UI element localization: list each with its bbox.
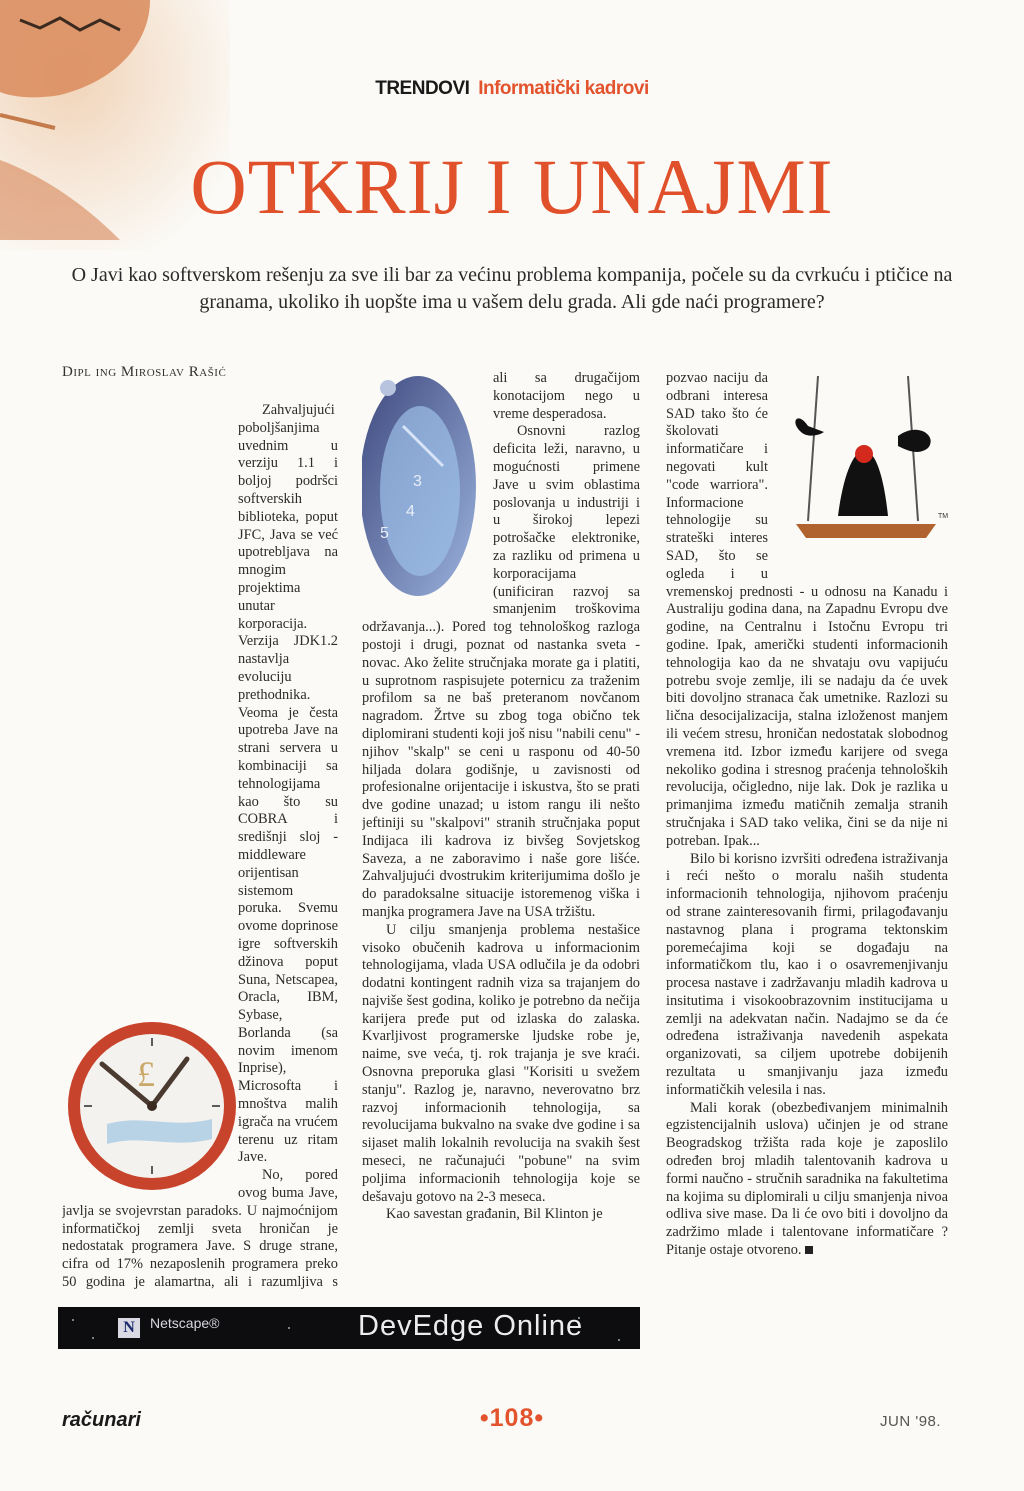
author-byline: Dipl ing Miroslav Rašić bbox=[62, 364, 227, 380]
page-number: •108• bbox=[479, 1404, 545, 1432]
magazine-name: računari bbox=[62, 1409, 141, 1431]
article-lead: O Javi kao softverskom rešenju za sve ili bar za većinu problema kompanija, počele su da cvrkuću i ptičice na granama, ukoliko ih uopšte ima u vašem delu grada. Ali gde naći programere? bbox=[71, 264, 953, 313]
col2-paragraph-3: U cilju smanjenja problema nestašice visoko obučenih kadrova u informacionim tehnologijama, vlada USA odlučila je da odobri dodatni kontingent radnih viza sa trajanjem do najviše šest godina, koliko je potrebno da nečija karijera pređe put od izlaska do zalaska. Kvarljivost programerske ljudske robe je, naime, sve veća, tj. rok trajanja je sve kraći. Osnovna preporuka glasi "Korisiti u svežem stanju". Razlog je, naravno, neverovatno brz razvoj informacionih tehnologija, sa revolucijama bukvalno na svake dve godine i sa sijaset malih lokalnih revolucija na svakih šest meseci, ne računajući "pobune" na svim poljima informacionih tehnologija koje se dešavaju gotovo na 2-3 meseca. bbox=[362, 921, 640, 1205]
duke-mascot-wrap bbox=[768, 366, 948, 566]
netscape-logo-icon: N bbox=[118, 1318, 140, 1338]
article-headline: OTKRIJ I UNAJMI bbox=[190, 143, 834, 230]
section-kicker bbox=[0, 78, 1024, 100]
col3-paragraph-3 bbox=[666, 1100, 948, 1260]
star-icon bbox=[288, 1327, 290, 1329]
subsection-label: Informatički kadrovi bbox=[478, 78, 649, 99]
col2-paragraph-4: Kao savestan građanin, Bil Klinton je bbox=[386, 1206, 603, 1223]
java-duke-swing-icon bbox=[768, 366, 948, 566]
col2-paragraph-1: ali sa drugačijom konotacijom nego u vreme desperadosa. bbox=[493, 370, 640, 422]
svg-text:5: 5 bbox=[380, 525, 389, 542]
section-label: TRENDOVI bbox=[375, 78, 470, 99]
svg-text:4: 4 bbox=[406, 503, 415, 520]
end-mark-icon bbox=[805, 1246, 813, 1254]
col3-paragraph-3-text: Mali korak (obezbeđivanjem minimalnih egzistencijalnih uslova) učinjen je od strane Beogradskog tržišta rada koje je zaposlilo određen broj mladih talentovanih kadrova u formi naučno - stručnih saradnika na fakultetima na kojima su diplomirali u cilju smanjenja nivoa odliva sive mase. Da li će ovo biti i dovoljno da zadržimo mlade i talentovane informatičare ? Pitanje ostaje otvoreno. bbox=[666, 1099, 948, 1259]
col2-paragraph-2: Osnovni razlog deficita leži, naravno, u mogućnosti primene Jave u svim oblastima poslovanja u industriji i u širokoj lepezi potrošačke elektronike, za razliku od primena u korporacijama (unificiran razvoj sa smanjenim troškovima održavanja...). Pored tog tehnološkog razloga postoji i drugi, poznat od nastanka sveta - novac. Ako želite stručnjaka morate ga i platiti, u suprotnom raspisujete poternicu za traženim profilom sa ne baš preteranom novčanom nagradom. Žrtve su zbog toga obično tek diplomirani studenti koji još nisu "nabili cenu" - njihov "skalp" se ceni u rasponu od 40-50 hiljada dolara godišnje, u zavisnosti od profesionalne orijentacije i iskustva, što se prati dve godine unazad; u istom rangu ili nešto jeftiniji su "skalpovi" stranih stručnjaka poput Indijaca ili kadrova iz bivšeg Sovjetskog Saveza, a ne zaboravimo i naše gore lišće. Zahvaljujući dvostrukim kriterijumima došlo je do paradoksalne situacije istoremenog viška i manjka programera Jave na USA tržištu. bbox=[362, 423, 640, 920]
article-column-3 bbox=[666, 366, 948, 1366]
clock-pound-icon bbox=[62, 1014, 238, 1194]
svg-text:£: £ bbox=[137, 1054, 155, 1094]
star-icon bbox=[72, 1319, 74, 1321]
alarm-clock-illustration-wrap bbox=[362, 366, 493, 606]
col3-paragraph-1: pozvao naciju da odbrani interesa SAD tako što će školovati informatičare i negovati kult "code warriora". Informacione tehnologije su strateški interes SAD, što se ogleda i u vremenskoj prednosti - u odnosu na Kanadu i Australiju godina dana, na Zapadnu Evropu dve godine, na Centralnu i Istočnu Evropu tri godine. Ipak, američki studenti informacionih tehnologija kao da ne shvataju ovu vapijuću potrebu svoje zemlje, ili se nadaju da će uvek biti dovoljno stranaca čak umetnike. Razlozi su lična desocijalizacija, stalna izloženost manjem ili većem stresu, hroničan nedostatak slobodnog vremena itd. Izbor između karijere od svega nekoliko godina i stresnog praćenja tehnoloških revolucija, očigledno, nije lak. Dok je razlika u primanjima između matičnih zemalja stranih stručnjaka i SAD tako velika, čini se da nije ni potreban. Ipak... bbox=[666, 370, 948, 849]
netscape-brand: Netscape® bbox=[150, 1315, 220, 1331]
clock-illustration-wrap bbox=[62, 1014, 238, 1194]
devedge-title: DevEdge Online bbox=[358, 1310, 584, 1342]
issue-date: JUN '98. bbox=[880, 1413, 942, 1430]
article-column-1 bbox=[62, 402, 338, 1290]
col1-paragraph-2: No, pored ovog buma Jave, javlja se svojevrstan paradoks. U najmoćnijom informatičkoj zemlji sveta hroničan je nedostatak programera Jave. S druge strane, cifra od 17% nezaposlenih programera preko 50 godina je alamartna, ali i razumljiva s bbox=[62, 1167, 338, 1290]
svg-text:3: 3 bbox=[413, 473, 422, 490]
alarm-clock-icon bbox=[362, 366, 493, 606]
svg-text:TM: TM bbox=[938, 513, 948, 520]
article-column-2 bbox=[362, 366, 640, 1296]
star-icon bbox=[618, 1339, 620, 1341]
devedge-banner bbox=[58, 1307, 640, 1349]
star-icon bbox=[92, 1337, 94, 1339]
col1-paragraph-1: Zahvaljujući poboljšanjima uvednim u verziju 1.1 i boljoj podršci softverskih biblioteka, poput JFC, Java se već upotrebljava na mnogim projektima unutar korporacija. Verzija JDK1.2 nastavlja evoluciju prethodnika. Veoma je česta upotreba Jave na strani servera u kombinaciji sa tehnologijama kao što su COBRA i središnji sloj - middleware orijentisan sistemom poruka. Svemu ovome doprinose igre softverskih džinova poput Suna, Netscapea, Oracla, IBM, Sybase, Borlanda (sa novim imenom Inprise), Microsofta i mnoštva malih igrača na vrućem terenu uz ritam Jave. bbox=[238, 402, 338, 1166]
col3-paragraph-2: Bilo bi korisno izvršiti određena istraživanja i reći nešto o moralu naših studenta informacionih tehnologija, njihovom praćenju od strane zainteresovanih firmi, prilagođavanju nastavnog plana i programa tektonskim poremećajima koji se događaju na informatičkom tlu, kao i o osavremenjivanju procesa nastave i zadržavanju mladih kadrova u insitutima i visokoobrazovnim institucijama u zemlji na adekvatan način. Nadajmo se da će određena istraživanja navedenih aspekata organizovati, sa ciljem upotrebe dobijenih rezultata u smanjivanju jaza između informatičkih velesila i nas. bbox=[666, 850, 948, 1098]
